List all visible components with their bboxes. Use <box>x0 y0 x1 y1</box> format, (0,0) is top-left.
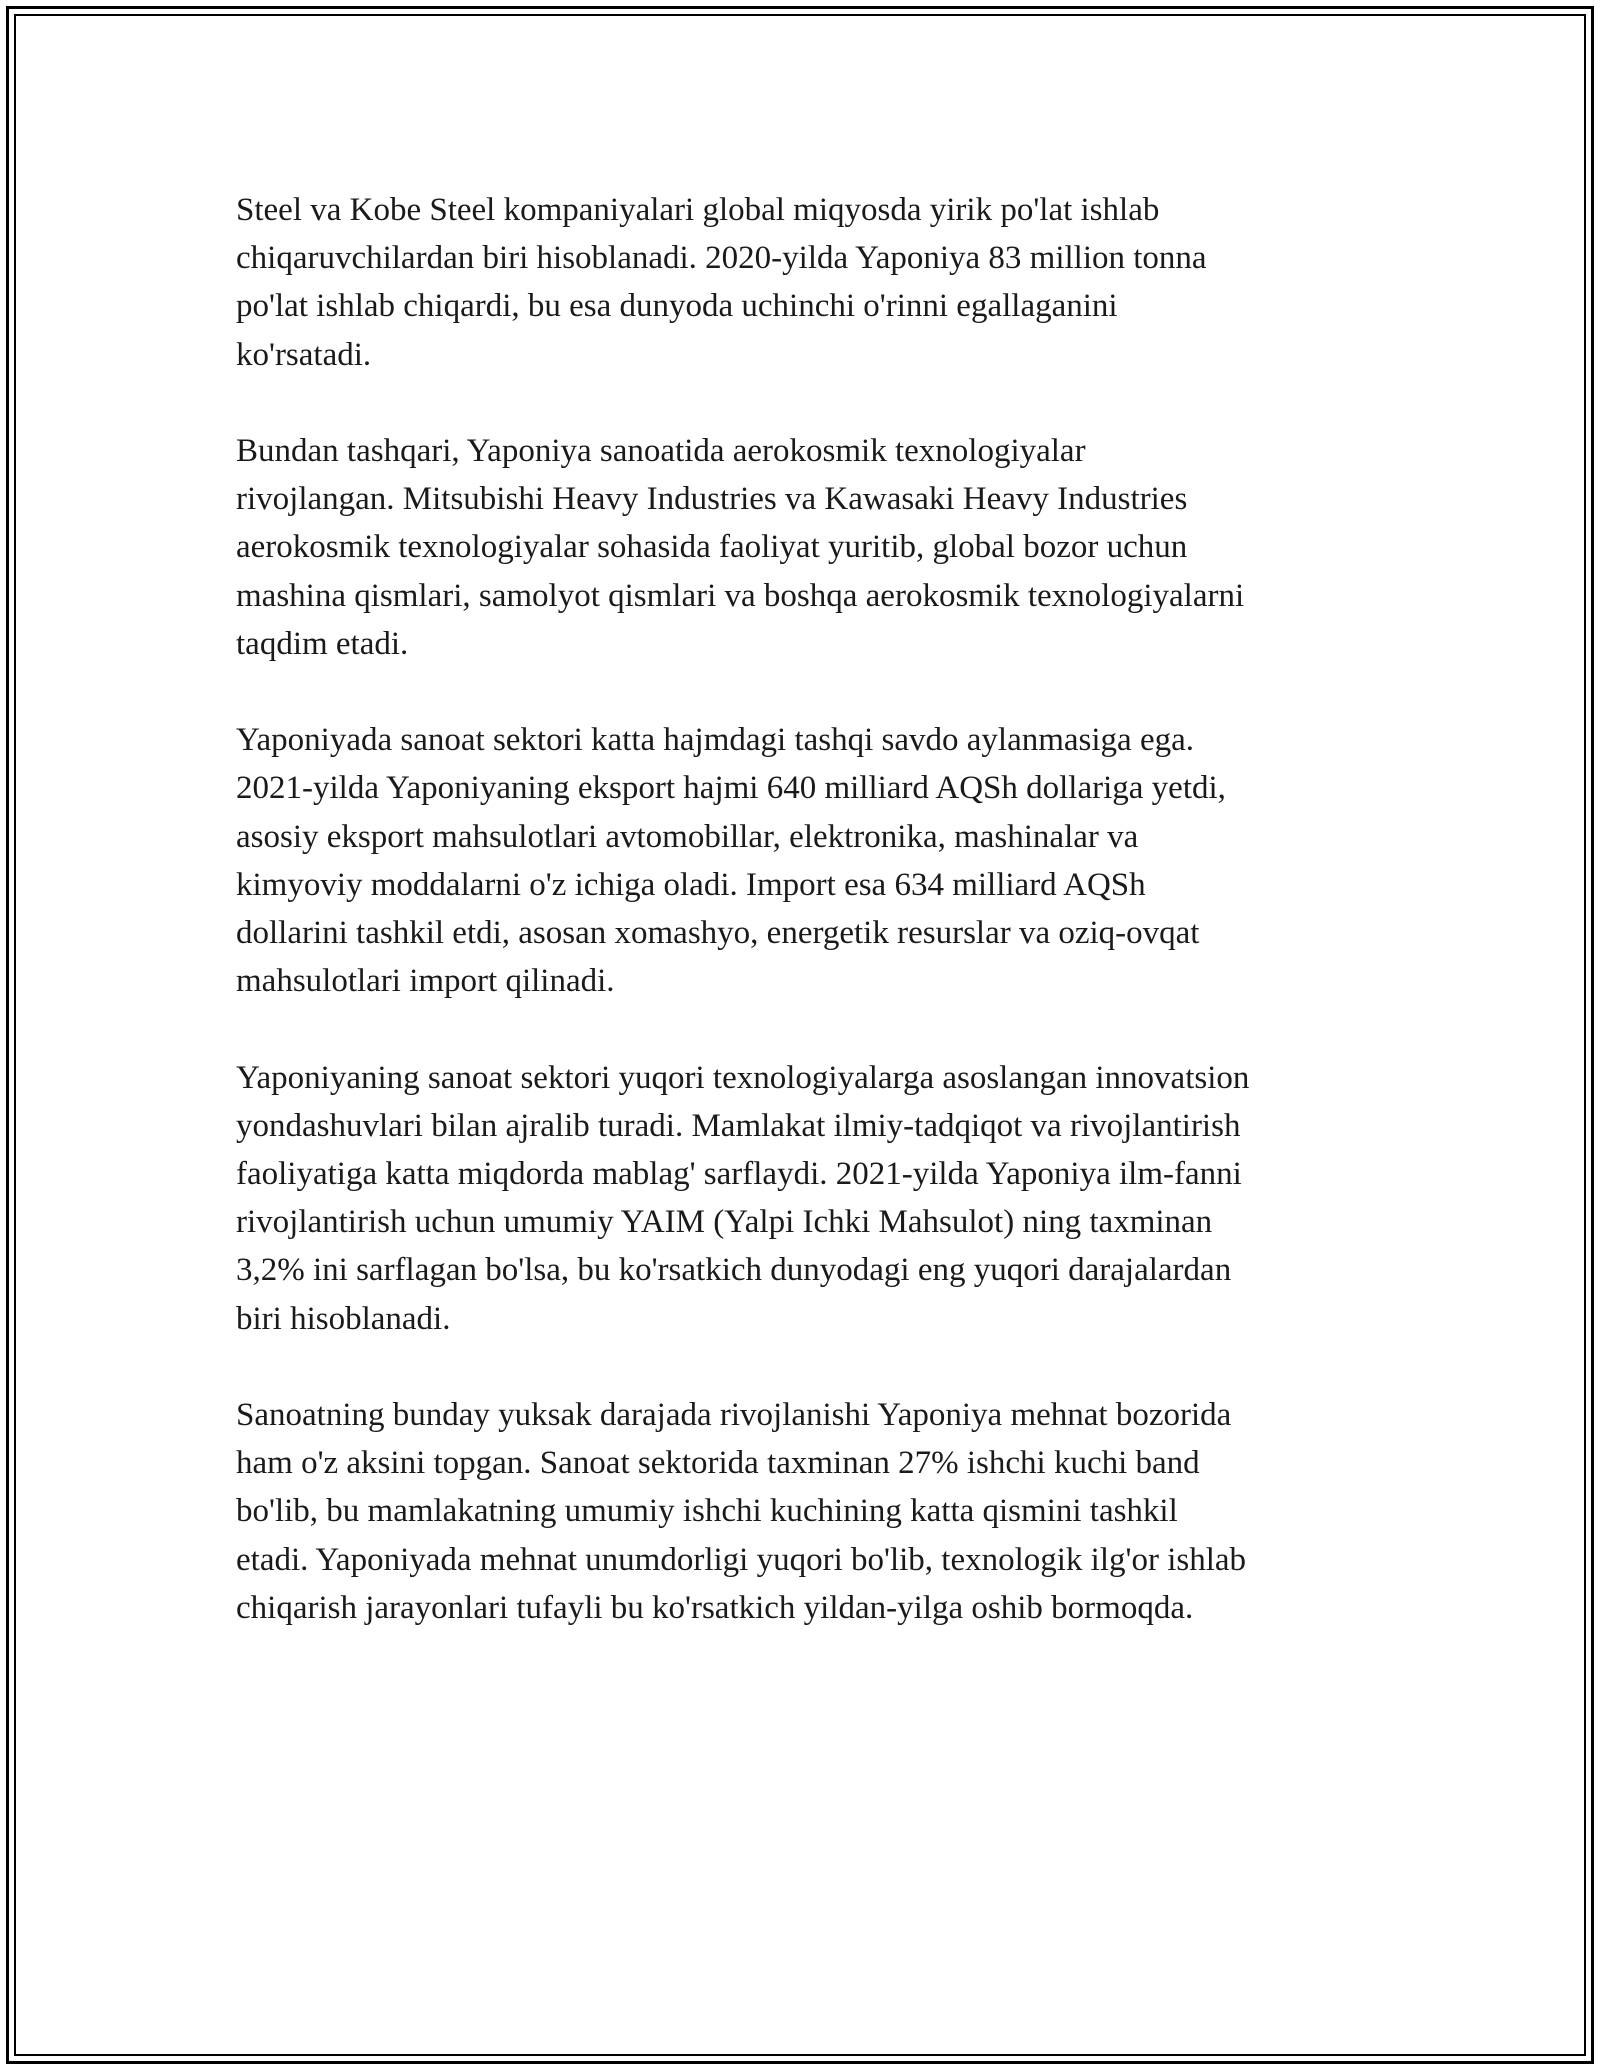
document-body <box>236 186 1376 1680</box>
paragraph-innovation-rnd: Yaponiyaning sanoat sektori yuqori texnologiyalarga asoslangan innovatsion yondashuvlari bilan ajralib turadi. Mamlakat ilmiy-tadqiqot va rivojlantirish faoliyatiga katta miqdorda mablag' sarflaydi. 2021-yilda Yaponiya ilm-fanni rivojlantirish uchun umumiy YAIM (Yalpi Ichki Mahsulot) ning taxminan 3,2% ini sarflagan bo'lsa, bu ko'rsatkich dunyodagi eng yuqori darajalardan biri hisoblanadi. <box>236 1059 1250 1337</box>
paragraph-aerospace: Bundan tashqari, Yaponiya sanoatida aerokosmik texnologiyalar rivojlangan. Mitsubishi Heavy Industries va Kawasaki Heavy Industries aerokosmik texnologiyalar sohasida faoliyat yuritib, global bozor uchun mashina qismlari, samolyot qismlari va boshqa aerokosmik texnologiyalarni taqdim etadi. <box>236 433 1245 662</box>
paragraph-steel-production: Steel va Kobe Steel kompaniyalari global miqyosda yirik po'lat ishlab chiqaruvchilardan biri hisoblanadi. 2020-yilda Yaponiya 83 million tonna po'lat ishlab chiqardi, bu esa dunyoda uchinchi o'rinni egallaganini ko'rsatadi. <box>236 192 1207 373</box>
paragraph-foreign-trade: Yaponiyada sanoat sektori katta hajmdagi tashqi savdo aylanmasiga ega. 2021-yilda Yaponiyaning eksport hajmi 640 milliard AQSh dollariga yetdi, asosiy eksport mahsulotlari avtomobillar, elektronika, mashinalar va kimyoviy moddalarni o'z ichiga oladi. Import esa 634 milliard AQSh dollarini tashkil etdi, asosan xomashyo, energetik resurslar va oziq-ovqat mahsulotlari import qilinadi. <box>236 722 1226 1000</box>
paragraph-labor-market: Sanoatning bunday yuksak darajada rivojlanishi Yaponiya mehnat bozorida ham o'z aksini topgan. Sanoat sektorida taxminan 27% ishchi kuchi band bo'lib, bu mamlakatning umumiy ishchi kuchining katta qismini tashkil etadi. Yaponiyada mehnat unumdorligi yuqori bo'lib, texnologik ilg'or ishlab chiqarish jarayonlari tufayli bu ko'rsatkich yildan-yilga oshib bormoqda. <box>236 1397 1247 1626</box>
